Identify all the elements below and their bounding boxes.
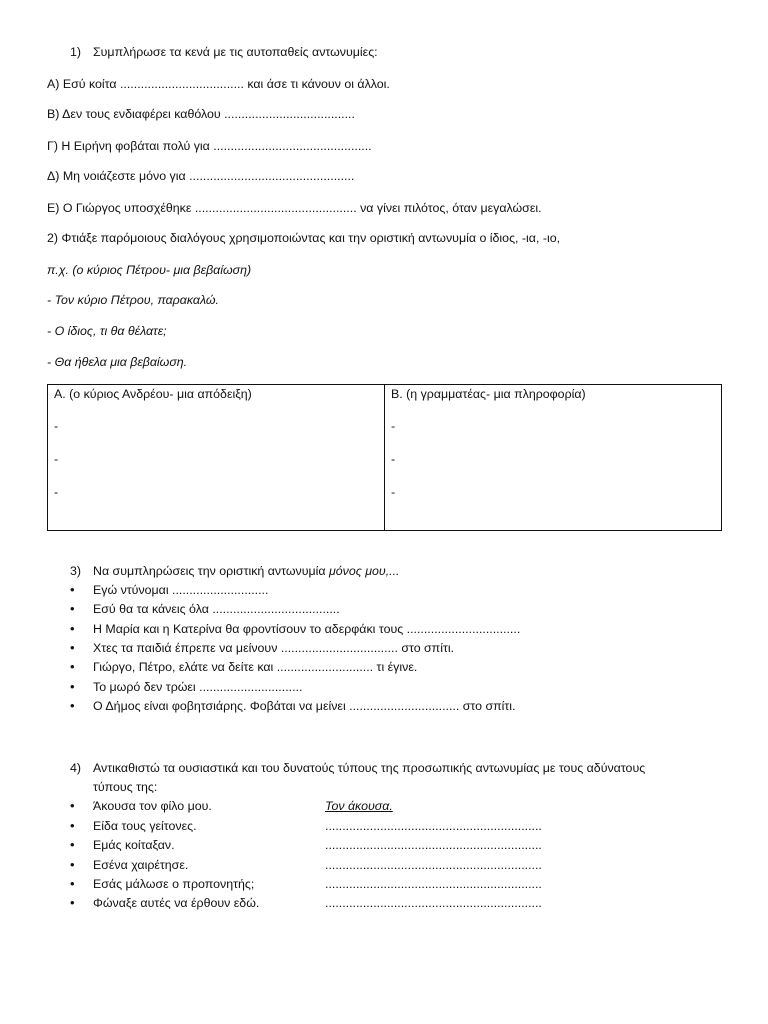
bullet-icon: • (70, 895, 75, 910)
exercise-1-item-a: Α) Εσύ κοίτα .................................... και άσε τι κάνουν οι άλλοι. (47, 77, 390, 91)
exercise-4-prompt: Είδα τους γείτονες. (93, 819, 197, 833)
dialogue-cell-b (385, 385, 722, 531)
exercise-4-title-line-1: Αντικαθιστώ τα ουσιαστικά και του δυνατούς τύπους της προσωπικής αντωνυμίας με τους αδύνατους (93, 761, 646, 775)
exercise-4-answer-blank: ............................................................... (325, 896, 542, 910)
dialogue-cell-b-line-1: - (391, 419, 396, 433)
exercise-4-prompt: Εσένα χαιρέτησε. (93, 858, 189, 872)
dialogue-cell-a-header: Α. (ο κύριος Ανδρέου- μια απόδειξη) (54, 387, 252, 401)
exercise-1-item-b: Β) Δεν τους ενδιαφέρει καθόλου ...................................... (47, 107, 355, 121)
bullet-icon: • (70, 698, 75, 713)
exercise-3-item: Εγώ ντύνομαι ............................ (93, 583, 269, 597)
exercise-3-item: Γιώργο, Πέτρο, ελάτε να δείτε και ............................ τι έγινε. (93, 660, 418, 674)
exercise-3-item: Ο Δήμος είναι φοβητσιάρης. Φοβάται να μείνει ................................ στο σπίτι. (93, 699, 516, 713)
bullet-icon: • (70, 679, 75, 694)
exercise-3-title-emphasis: μόνος μου,... (328, 564, 400, 578)
exercise-1-title: Συμπλήρωσε τα κενά με τις αυτοπαθείς αντωνυμίες: (93, 45, 378, 59)
dialogue-table (47, 384, 722, 531)
exercise-2-example-line-2: - Ο ίδιος, τι θα θέλατε; (47, 324, 167, 338)
exercise-4-prompt: Άκουσα τον φίλο μου. (93, 799, 212, 813)
bullet-icon: • (70, 621, 75, 636)
bullet-icon: • (70, 837, 75, 852)
exercise-1-item-e: Ε) Ο Γιώργος υποσχέθηκε ............................................... να γίνει πιλότος, όταν μεγαλώσει. (47, 201, 542, 215)
exercise-1-item-d: Δ) Μη νοιάζεστε μόνο για ................................................ (47, 169, 355, 183)
bullet-icon: • (70, 876, 75, 891)
exercise-4-prompt: Φώναξε αυτές να έρθουν εδώ. (93, 896, 260, 910)
exercise-4-example-answer: Τον άκουσα. (325, 799, 393, 813)
dialogue-cell-a-line-2: - (54, 452, 59, 466)
dialogue-cell-b-line-3: - (391, 485, 396, 499)
exercise-3-item: Χτες τα παιδιά έπρεπε να μείνουν .................................. στο σπίτι. (93, 641, 455, 655)
exercise-3-item: Εσύ θα τα κάνεις όλα ..................................... (93, 602, 340, 616)
dialogue-cell-a-line-1: - (54, 419, 59, 433)
exercise-4-answer-blank: ............................................................... (325, 819, 542, 833)
dialogue-cell-b-header: Β. (η γραμματέας- μια πληροφορία) (391, 387, 586, 401)
exercise-3-title (93, 563, 399, 579)
exercise-4-title-line-2: τύπους της: (93, 780, 158, 794)
exercise-2-title: 2) Φτιάξε παρόμοιους διαλόγους χρησιμοποιώντας και την οριστική αντωνυμία ο ίδιος, -ια, -ιο, (47, 231, 561, 245)
exercise-2-example-line-3: - Θα ήθελα μια βεβαίωση. (47, 355, 188, 369)
exercise-4-answer-blank: ............................................................... (325, 838, 542, 852)
bullet-icon: • (70, 818, 75, 833)
bullet-icon: • (70, 857, 75, 872)
exercise-4-number: 4) (70, 761, 82, 775)
exercise-4-answer-blank: ............................................................... (325, 858, 542, 872)
exercise-3-title-text: Να συμπληρώσεις την οριστική αντωνυμία (93, 564, 329, 578)
exercise-4-answer-blank: ............................................................... (325, 877, 542, 891)
exercise-3-item: Η Μαρία και η Κατερίνα θα φροντίσουν το αδερφάκι τους ................................. (93, 622, 521, 636)
bullet-icon: • (70, 582, 75, 597)
dialogue-cell-a (48, 385, 385, 531)
bullet-icon: • (70, 659, 75, 674)
exercise-3-item: Το μωρό δεν τρώει .............................. (93, 680, 303, 694)
exercise-4-prompt: Εμάς κοίταξαν. (93, 838, 175, 852)
dialogue-cell-b-line-2: - (391, 452, 396, 466)
dialogue-cell-a-line-3: - (54, 485, 59, 499)
bullet-icon: • (70, 798, 75, 813)
bullet-icon: • (70, 640, 75, 655)
exercise-4-prompt: Εσάς μάλωσε ο προπονητής; (93, 877, 255, 891)
bullet-icon: • (70, 601, 75, 616)
exercise-1-item-c: Γ) Η Ειρήνη φοβάται πολύ για .............................................. (47, 139, 372, 153)
exercise-2-example-heading: π.χ. (ο κύριος Πέτρου- μια βεβαίωση) (47, 263, 252, 277)
exercise-3-number: 3) (70, 564, 82, 578)
exercise-1-number: 1) (70, 45, 82, 59)
exercise-2-example-line-1: - Τον κύριο Πέτρου, παρακαλώ. (47, 293, 219, 307)
